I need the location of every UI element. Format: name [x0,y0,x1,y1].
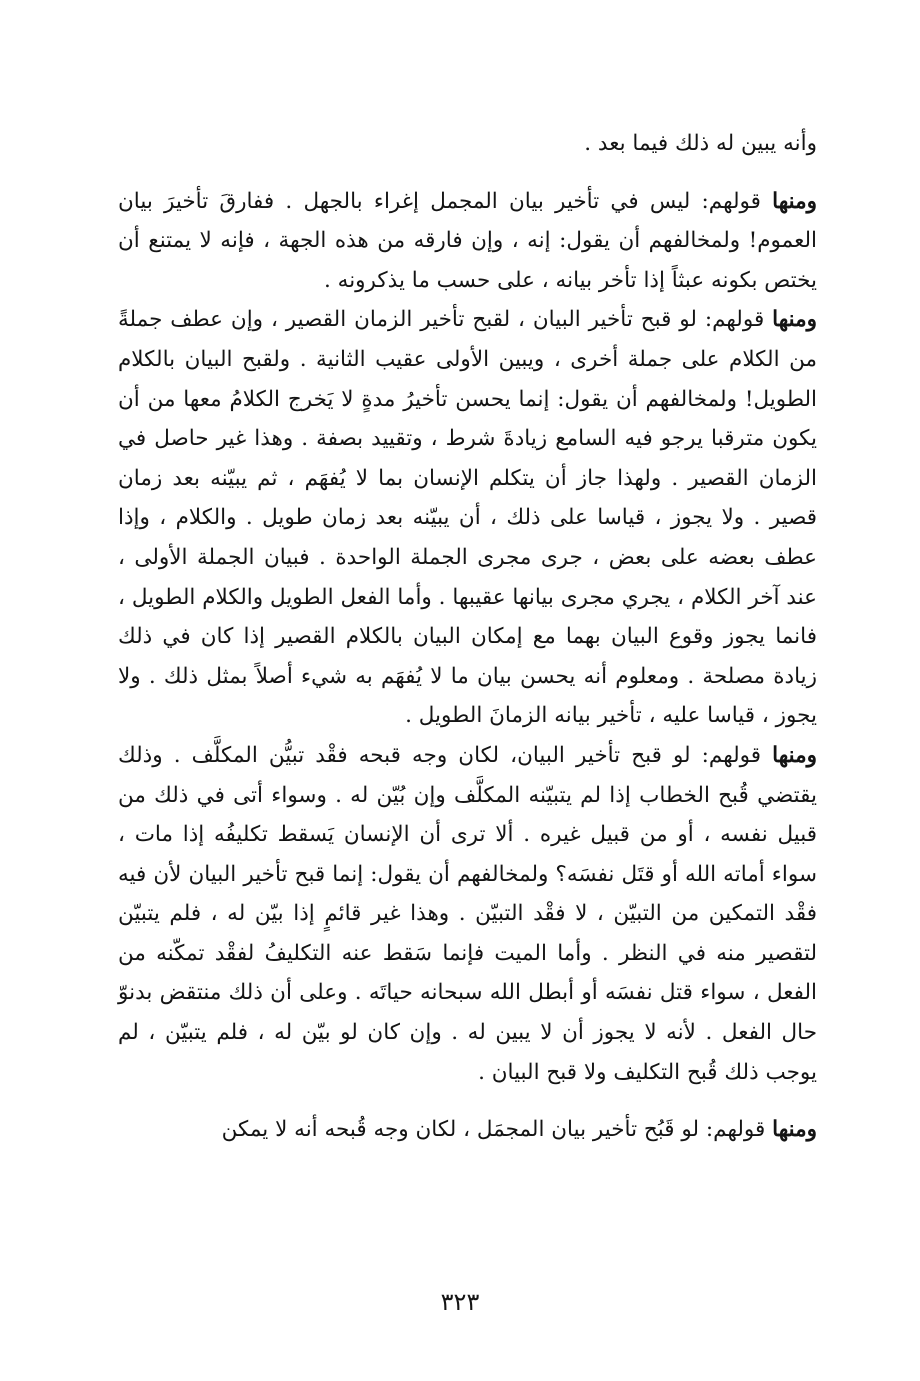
paragraph-lead-word: ومنها [772,1117,817,1143]
body-text [118,124,817,1150]
paragraph-continuation [118,124,817,164]
paragraph-text: وأنه يبين له ذلك فيما بعد . [584,131,817,156]
paragraph-lead-word: ومنها [772,307,817,333]
paragraph-tabayyun [118,736,817,1092]
paragraph-text: قولهم: لو قبح تأخير البيان، لكان وجه قبحه فقْد تبيُّن المكلَّف . وذلك يقتضي قُبح الخطاب إذا لم يتبيّنه المكلَّف وإن بُيّن له . وسواء أتى في ذلك من قبيل نفسه ، أو من قبيل غيره . ألا ترى أن الإنسان يَسقط تكليفُه إذا مات ، سواء أماته الله أو قتَل نفسَه؟ ولمخالفهم أن يقول: إنما قبح تأخير البيان لأن فيه فقْد التمكين من التبيّن ، لا فقْد التبيّن . وهذا غير قائمٍ إذا بيّن له ، فلم يتبيّن لتقصير منه في النظر . وأما الميت فإنما سَقط عنه التكليفُ لفقْد تمكّنه من الفعل ، سواء قتل نفسَه أو أبطل الله سبحانه حياتَه . وعلى أن ذلك منتقض بدنوّ حال الفعل . لأنه لا يجوز أن لا يبين له . وإن كان لو بيّن له ، فلم يتبيّن ، لم يوجب ذلك قُبح التكليف ولا قبح البيان . [118,742,817,1085]
paragraph-mujmal [118,1110,817,1150]
paragraph-zaman-qasir [118,300,817,736]
paragraph-ijmal-ighra [118,182,817,301]
paragraph-text: قولهم: لو قبح تأخير البيان ، لقبح تأخير الزمان القصير ، وإن عطف جملةً من الكلام على جملة أخرى ، ويبين الأولى عقيب الثانية . ولقبح البيان بالكلام الطويل! ولمخالفهم أن يقول: إنما يحسن تأخيرُ مدةٍ لا يَخرج الكلامُ معها من أن يكون مترقبا يرجو فيه السامع زيادةَ شرط ، وتقييد بصفة . وهذا غير حاصل في الزمان القصير . ولهذا جاز أن يتكلم الإنسان بما لا يُفهَم ، ثم يبيّنه بعد زمان قصير . ولا يجوز ، قياسا على ذلك ، أن يبيّنه بعد زمان طويل . والكلام ، وإذا عطف بعضه على بعض ، جرى مجرى الجملة الواحدة . فبيان الجملة الأولى ، عند آخر الكلام ، يجري مجرى بيانها عقيبها . وأما الفعل الطويل والكلام الطويل ، فانما يجوز وقوع البيان بهما مع إمكان البيان بالكلام القصير إذا كان في ذلك زيادة مصلحة . ومعلوم أنه يحسن بيان ما لا يُفهَم به شيء أصلاً بمثل ذلك . ولا يجوز ، قياسا عليه ، تأخير بيانه الزمانَ الطويل . [118,307,817,729]
paragraph-text: قولهم: لو قَبُح تأخير بيان المجمَل ، لكان وجه قُبحه أنه لا يمكن [221,1117,773,1143]
page-number: ٣٢٣ [440,1288,480,1316]
paragraph-lead-word: ومنها [772,188,817,214]
paragraph-text: قولهم: ليس في تأخير بيان المجمل إغراء بالجهل . ففارقَ تأخيرَ بيان العموم! ولمخالفهم أن يقول: إنه ، وإن فارقه من هذه الجهة ، فإنه لا يمتنع أن يختص بكونه عبثاً إذا تأخر بيانه ، على حسب ما يذكرونه . [118,188,817,293]
paragraph-lead-word: ومنها [772,742,817,768]
